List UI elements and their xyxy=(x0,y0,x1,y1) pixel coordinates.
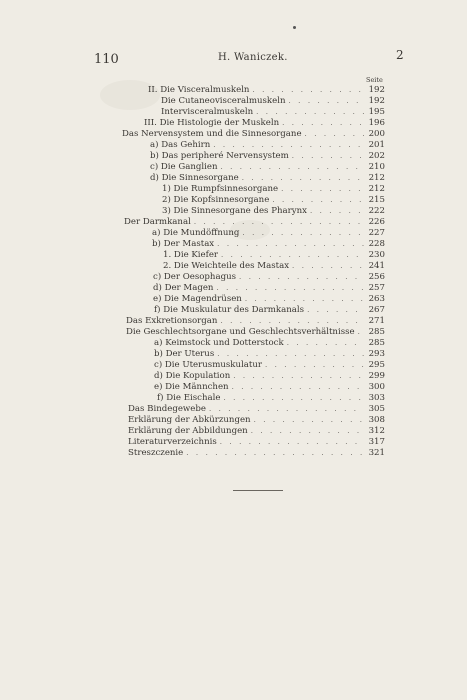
toc-entry-page: 196 xyxy=(368,118,385,128)
toc-entry-label: c) Der Oesophagus xyxy=(153,272,237,282)
toc-entry-label: b) Der Uterus xyxy=(154,349,215,359)
toc-entry-page: 222 xyxy=(368,206,385,216)
toc-entry-page: 227 xyxy=(368,228,385,238)
toc-entry-label: Das Bindegewebe xyxy=(128,404,206,414)
leader-dots xyxy=(186,447,364,459)
toc-entry-label: c) Die Ganglien xyxy=(150,162,218,172)
toc-entry-label: 1) Die Rumpfsinnesorgane xyxy=(162,184,279,194)
toc-entry-label: Erklärung der Abkürzungen xyxy=(128,415,251,425)
toc-entry-page: 267 xyxy=(368,305,385,315)
toc-entry-label: a) Keimstock und Dotterstock xyxy=(154,338,284,348)
toc-entry-page: 226 xyxy=(368,217,385,227)
toc-entry-page: 285 xyxy=(368,338,385,348)
toc-entry-page: 192 xyxy=(368,96,385,106)
toc-entry-page: 200 xyxy=(368,129,385,139)
toc-entry-label: Das Nervensystem und die Sinnesorgane xyxy=(122,129,302,139)
toc-entry-label: Die Cutaneovisceralmuskeln xyxy=(161,96,286,106)
running-head: H. Waniczek. xyxy=(218,52,288,63)
page-number: 110 xyxy=(94,52,119,67)
toc-entry-label: f) Die Muskulatur des Darmkanals xyxy=(154,305,305,315)
toc-entry-page: 303 xyxy=(368,393,385,403)
toc-entry-page: 212 xyxy=(368,184,385,194)
toc-entry-label: a) Die Mundöffnung xyxy=(152,228,240,238)
toc-entry-page: 241 xyxy=(368,261,385,271)
toc-entry-page: 202 xyxy=(368,151,385,161)
toc-entry-page: 312 xyxy=(368,426,385,436)
toc-entry-page: 293 xyxy=(368,349,385,359)
toc-entry-page: 299 xyxy=(368,371,385,381)
toc-entry-page: 317 xyxy=(368,437,385,447)
toc-entry-label: Streszczenie xyxy=(128,448,184,458)
toc-entry-page: 305 xyxy=(368,404,385,414)
toc-entry-label: e) Die Magendrüsen xyxy=(153,294,242,304)
toc-entry-page: 263 xyxy=(368,294,385,304)
toc-entry-label: b) Der Mastax xyxy=(152,239,215,249)
toc-entry-label: a) Das Gehirn xyxy=(150,140,211,150)
toc-entry-page: 195 xyxy=(368,107,385,117)
toc-entry-label: e) Die Männchen xyxy=(154,382,229,392)
closing-rule xyxy=(233,490,283,491)
toc-entry-page: 192 xyxy=(368,85,385,95)
toc-entry-page: 300 xyxy=(368,382,385,392)
corner-mark: 2 xyxy=(396,48,404,62)
toc-entry-label: d) Die Sinnesorgane xyxy=(150,173,239,183)
toc-entry-label: b) Das peripheré Nervensystem xyxy=(150,151,289,161)
toc-entry-label: III. Die Histologie der Muskeln xyxy=(144,118,280,128)
toc-entry-page: 256 xyxy=(368,272,385,282)
toc-entry-page: 271 xyxy=(368,316,385,326)
page-column-label: Seite xyxy=(366,76,383,84)
toc-entry xyxy=(128,447,385,459)
toc-entry-label: d) Die Kopulation xyxy=(154,371,231,381)
toc-entry-page: 212 xyxy=(368,173,385,183)
toc-entry-label: Der Darmkanal xyxy=(124,217,191,227)
toc-entry-label: Literaturverzeichnis xyxy=(128,437,217,447)
toc-entry-page: 257 xyxy=(368,283,385,293)
toc-entry-label: Die Geschlechtsorgane und Geschlechtsverhältnisse xyxy=(126,327,355,337)
printer-mark xyxy=(293,26,296,29)
toc-entry-page: 285 xyxy=(368,327,385,337)
toc-entry-label: 1. Die Kiefer xyxy=(163,250,219,260)
toc-entry-label: 2) Die Kopfsinnesorgane xyxy=(162,195,270,205)
toc-entry-label: c) Die Uterusmuskulatur xyxy=(154,360,262,370)
toc-entry-label: Das Exkretionsorgan xyxy=(126,316,218,326)
toc-entry-label: d) Der Magen xyxy=(153,283,214,293)
toc-entry-label: Intervisceralmuskeln xyxy=(161,107,254,117)
toc-entry-page: 295 xyxy=(368,360,385,370)
toc-entry-label: II. Die Visceralmuskeln xyxy=(148,85,250,95)
toc-entry-label: f) Die Eischale xyxy=(157,393,221,403)
toc-entry-page: 230 xyxy=(368,250,385,260)
toc-entry-label: Erklärung der Abbildungen xyxy=(128,426,248,436)
toc-entry-label: 3) Die Sinnesorgane des Pharynx xyxy=(162,206,307,216)
toc-entry-page: 308 xyxy=(368,415,385,425)
toc-entry-label: 2. Die Weichteile des Mastax xyxy=(163,261,290,271)
toc-entry-page: 210 xyxy=(368,162,385,172)
toc-entry-page: 228 xyxy=(368,239,385,249)
toc-entry-page: 215 xyxy=(368,195,385,205)
toc-entry-page: 201 xyxy=(368,140,385,150)
toc-entry-page: 321 xyxy=(368,448,385,458)
